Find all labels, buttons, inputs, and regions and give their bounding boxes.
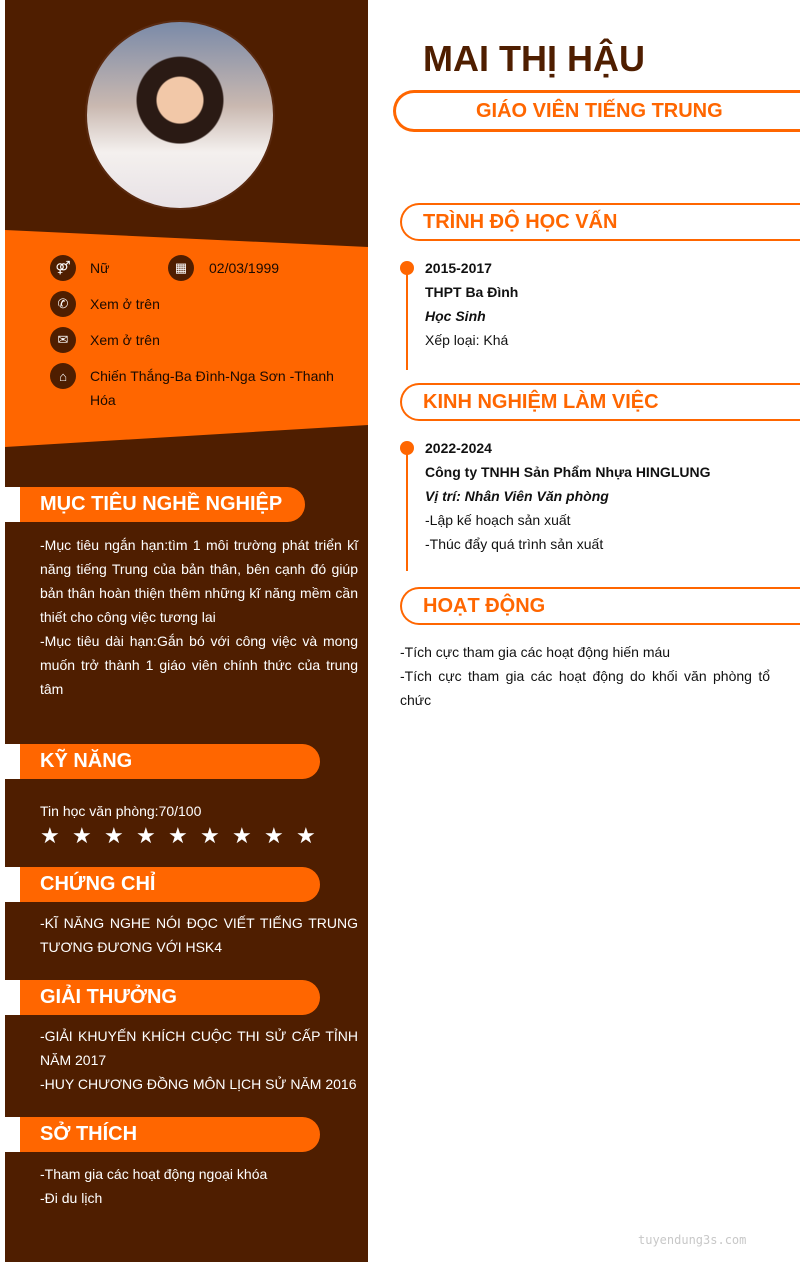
star-icon: ★ [168,823,188,848]
gender-icon: ⚤ [50,255,76,281]
phone-text: Xem ở trên [90,296,160,312]
timeline-line [406,268,408,370]
experience-task: -Thúc đẩy quá trình sản xuất [425,536,604,552]
awards-text [40,1024,358,1096]
star-icon: ★ [200,823,220,848]
star-icon: ★ [72,823,92,848]
calendar-icon: ▦ [168,255,194,281]
objective-line: -Mục tiêu dài hạn:Gắn bó với công việc và mong muốn trở thành 1 giáo viên chính thức của trung tâm [40,633,358,697]
skills-header [5,744,368,779]
hobby-line: -Đi du lịch [40,1190,103,1206]
education-role: Học Sinh [425,308,486,324]
certificates-header [5,867,368,902]
certificates-heading: CHỨNG CHỈ [20,867,320,902]
candidate-name: MAI THỊ HẬU [423,38,645,79]
activity-line: -Tích cực tham gia các hoạt động do khối văn phòng tổ chức [400,668,770,708]
objective-line: -Mục tiêu ngắn hạn:tìm 1 môi trường phát triển kĩ năng tiếng Trung của bản thân, bên cạnh đó giúp bản thân hoàn thiện thêm những kĩ năng mềm cần thiết cho công việc tương lai [40,537,358,625]
address-text: Chiến Thắng-Ba Đình-Nga Sơn -Thanh Hóa [90,368,334,408]
email-icon: ✉ [50,327,76,353]
hobbies-text [40,1162,358,1210]
timeline-line [406,448,408,571]
objective-text [40,533,358,701]
experience-heading: KINH NGHIỆM LÀM VIỆC [400,383,800,421]
gender-text: Nữ [90,260,110,276]
experience-period: 2022-2024 [425,440,492,456]
awards-header [5,980,368,1015]
star-icon: ★ [296,823,316,848]
education-school: THPT Ba Đình [425,284,519,300]
star-icon: ★ [40,823,60,848]
star-icon: ★ [232,823,252,848]
objective-heading: MỤC TIÊU NGHỀ NGHIỆP [20,487,305,522]
phone-icon: ✆ [50,291,76,317]
job-title: GIÁO VIÊN TIẾNG TRUNG [393,90,800,132]
profile-photo [85,20,275,210]
home-icon: ⌂ [50,363,76,389]
skills-heading: KỸ NĂNG [20,744,320,779]
email-text: Xem ở trên [90,332,160,348]
hobbies-heading: SỞ THÍCH [20,1117,320,1152]
education-heading: TRÌNH ĐỘ HỌC VẤN [400,203,800,241]
activities-text [400,640,770,712]
experience-position: Vị trí: Nhân Viên Văn phòng [425,488,609,504]
activities-heading: HOẠT ĐỘNG [400,587,800,625]
certificates-text: -KĨ NĂNG NGHE NÓI ĐỌC VIẾT TIẾNG TRUNG TƯƠNG ĐƯƠNG VỚI HSK4 [40,915,358,955]
skill-rating [40,825,328,847]
experience-company: Công ty TNHH Sản Phẩm Nhựa HINGLUNG [425,464,711,480]
watermark: tuyendung3s.com [638,1233,747,1247]
experience-details [425,436,710,556]
award-line: -HUY CHƯƠNG ĐỒNG MÔN LỊCH SỬ NĂM 2016 [40,1076,357,1092]
activity-line: -Tích cực tham gia các hoạt động hiến máu [400,644,671,660]
education-details [425,256,518,352]
hobby-line: -Tham gia các hoạt động ngoại khóa [40,1166,268,1182]
education-period: 2015-2017 [425,260,492,276]
dob-text: 02/03/1999 [209,260,280,276]
awards-heading: GIẢI THƯỞNG [20,980,320,1015]
experience-task: -Lập kế hoạch sản xuất [425,512,571,528]
objective-header [5,487,368,522]
education-grade: Xếp loại: Khá [425,332,509,348]
star-icon: ★ [264,823,284,848]
star-icon: ★ [104,823,124,848]
skill-label: Tin học văn phòng:70/100 [40,803,202,819]
award-line: -GIẢI KHUYẾN KHÍCH CUỘC THI SỬ CẤP TỈNH NĂM 2017 [40,1028,358,1068]
star-icon: ★ [136,823,156,848]
hobbies-header [5,1117,368,1152]
